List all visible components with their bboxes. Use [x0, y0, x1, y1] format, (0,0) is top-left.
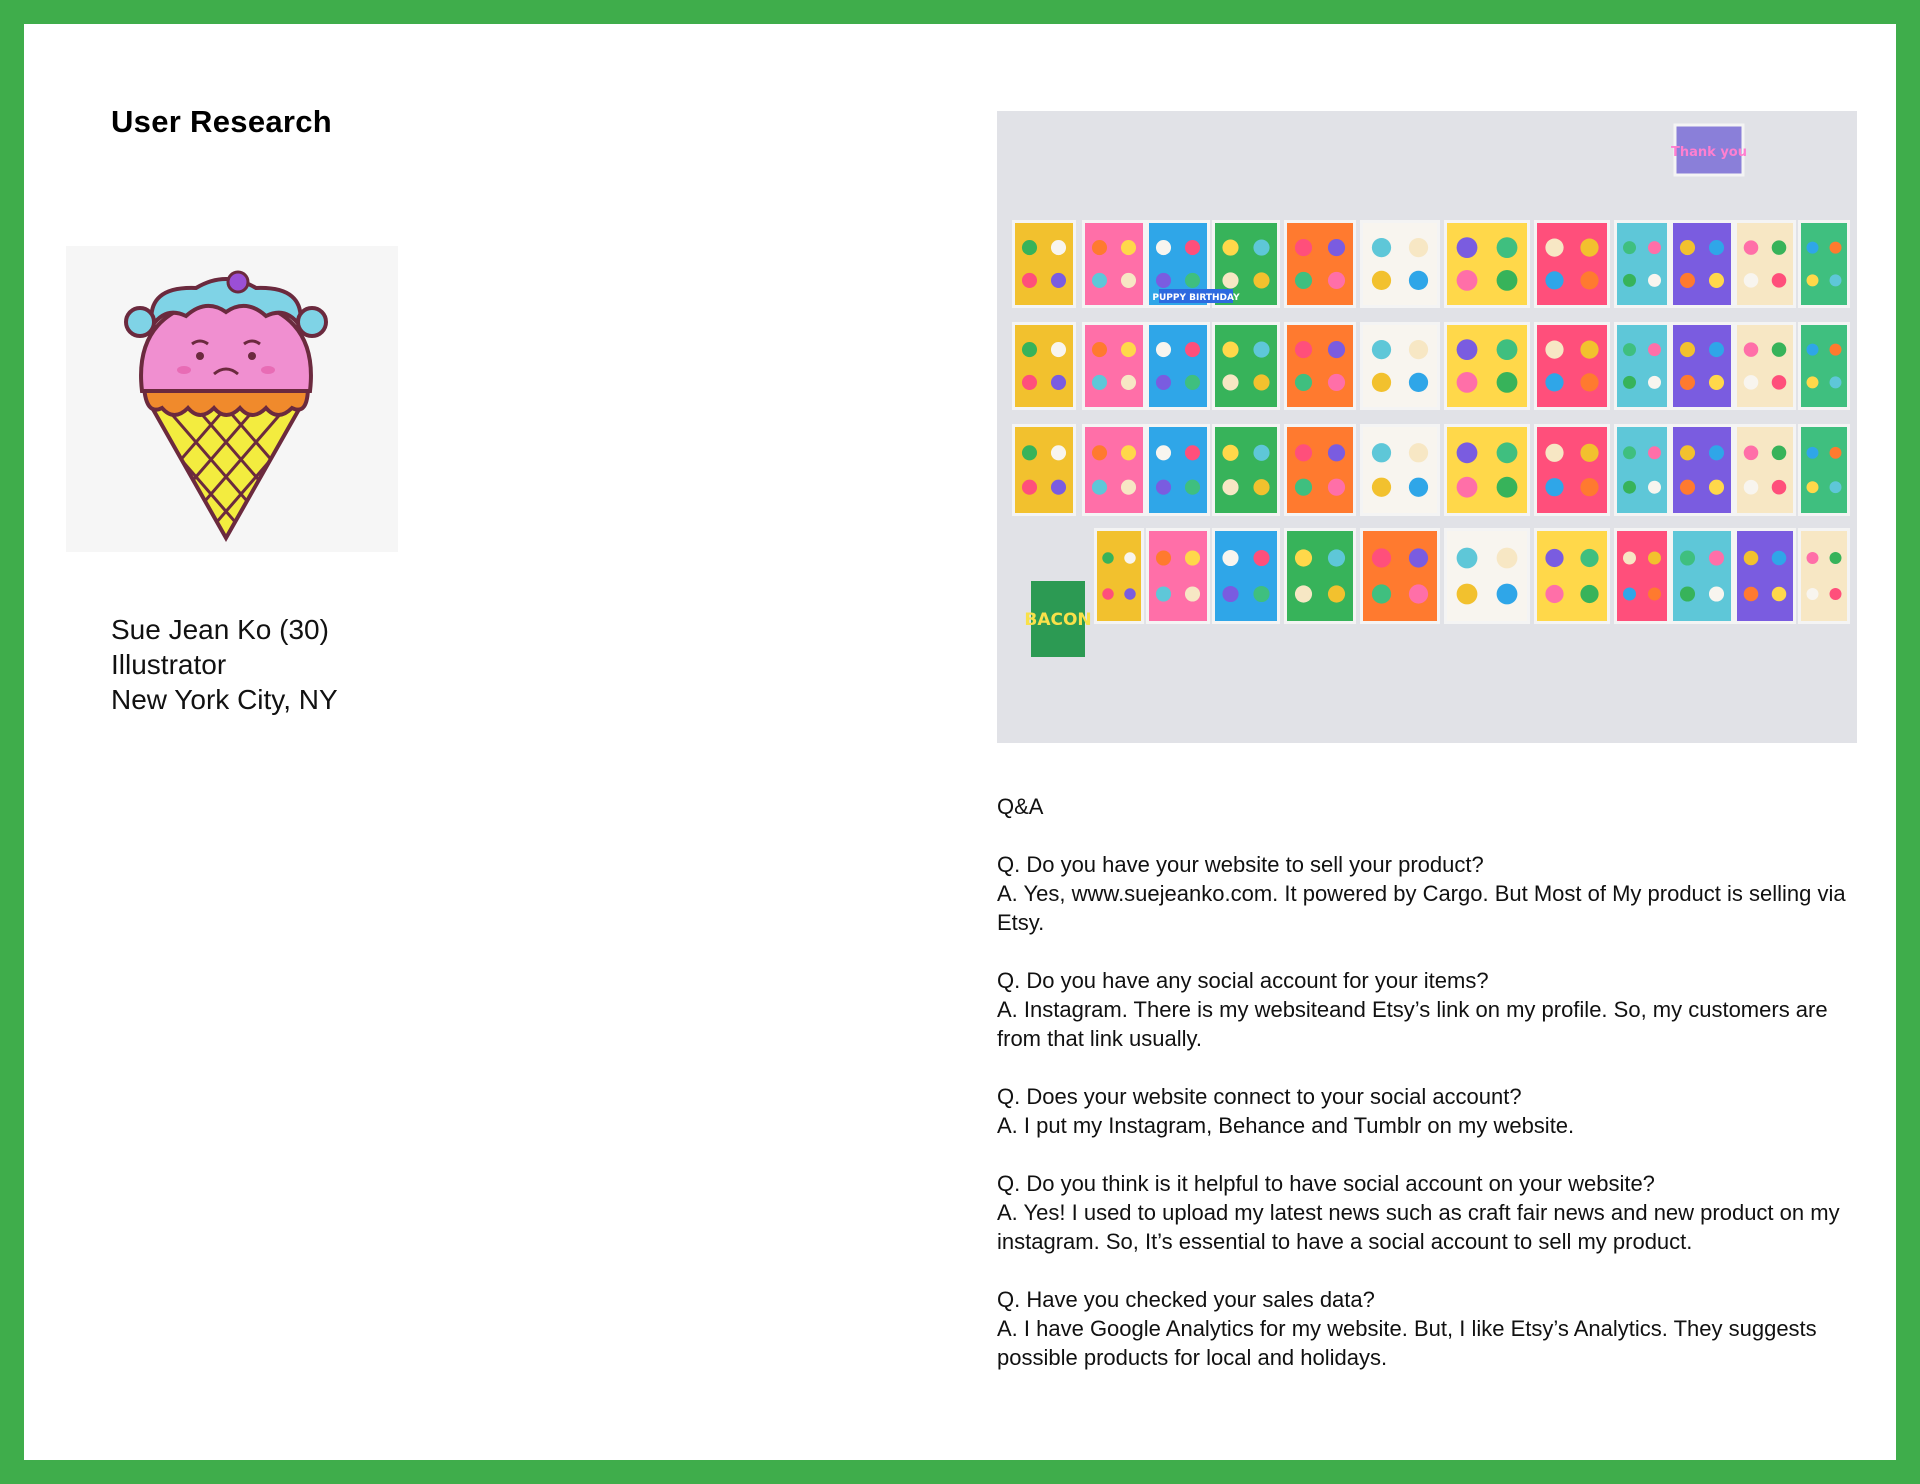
print-motif [1222, 342, 1238, 358]
print-motif [1328, 549, 1345, 566]
print-motif [1497, 442, 1518, 463]
wall-print [1149, 531, 1207, 621]
ice-cream-pin-photo [66, 246, 398, 552]
print-motif [1092, 240, 1107, 255]
print-motif [1022, 240, 1037, 255]
print-motif [1156, 586, 1171, 601]
persona-name: Sue Jean Ko (30) [111, 614, 329, 645]
print-motif [1709, 480, 1724, 495]
print-motif [1185, 375, 1200, 390]
print-motif [1253, 586, 1269, 602]
print-motif [1295, 549, 1312, 566]
print-motif [1185, 240, 1200, 255]
print-motif [1457, 270, 1478, 291]
print-motif [1328, 272, 1345, 289]
print-motif [1156, 342, 1171, 357]
print-motif [1772, 240, 1787, 255]
print-motif [1623, 274, 1636, 287]
print-motif [1680, 342, 1695, 357]
print-motif [1185, 480, 1200, 495]
print-motif [1409, 340, 1428, 359]
print-motif [1623, 241, 1636, 254]
wall-print [1447, 427, 1527, 513]
print-motif [1372, 373, 1391, 392]
print-motif [1222, 479, 1238, 495]
print-motif [1328, 479, 1345, 496]
print-motif [1222, 374, 1238, 390]
print-motif [1744, 240, 1759, 255]
print-motif [1121, 445, 1136, 460]
print-motif [1623, 481, 1636, 494]
print-motif [1409, 478, 1428, 497]
wall-print [1617, 531, 1667, 621]
print-motif [1623, 552, 1636, 565]
print-motif [1253, 550, 1269, 566]
print-motif [1022, 273, 1037, 288]
print-motif [1124, 552, 1135, 563]
print-motif [1372, 271, 1391, 290]
wall-print [1215, 325, 1277, 407]
question-text: Q. Does your website connect to your social account? [997, 1084, 1522, 1109]
qa-item [997, 850, 1877, 937]
print-motif [1409, 548, 1428, 567]
print-motif [1409, 271, 1428, 290]
print-motif [1680, 375, 1695, 390]
print-motif [1253, 479, 1269, 495]
print-motif [1648, 446, 1661, 459]
print-motif [1253, 342, 1269, 358]
print-motif [1253, 240, 1269, 256]
wall-print [1363, 325, 1437, 407]
print-motif [1680, 445, 1695, 460]
print-motif [1680, 273, 1695, 288]
print-motif [1185, 273, 1200, 288]
print-motif [1623, 376, 1636, 389]
print-motif [1222, 586, 1238, 602]
print-motif [1295, 585, 1312, 602]
print-motif [1807, 242, 1819, 254]
wall-print [1617, 325, 1667, 407]
print-motif [1807, 481, 1819, 493]
print-motif [1092, 342, 1107, 357]
print-motif [1409, 443, 1428, 462]
print-motif [1680, 586, 1695, 601]
print-motif [1156, 273, 1171, 288]
print-motif [1830, 447, 1842, 459]
print-motif [1051, 342, 1066, 357]
print-motif [1457, 372, 1478, 393]
print-motif [1121, 342, 1136, 357]
print-motif [1744, 342, 1759, 357]
print-motif [1709, 375, 1724, 390]
print-motif [1497, 477, 1518, 498]
print-motif [1121, 240, 1136, 255]
print-motif [1497, 548, 1518, 569]
wall-print [1363, 223, 1437, 305]
answer-text: A. I have Google Analytics for my website. But, I like Etsy’s Analytics. They suggests possible products for local and holidays. [997, 1316, 1817, 1370]
print-motif [1648, 241, 1661, 254]
wall-print [1737, 531, 1793, 621]
print-motif [1680, 240, 1695, 255]
wall-print [1447, 325, 1527, 407]
illustration-wall-photo [997, 111, 1857, 743]
wall-print [1801, 223, 1847, 305]
wall-print [1737, 427, 1793, 513]
print-motif [1092, 445, 1107, 460]
print-motif [1497, 237, 1518, 258]
wall-print [1617, 427, 1667, 513]
print-motif [1709, 550, 1724, 565]
print-motif [1372, 238, 1391, 257]
print-motif [1457, 548, 1478, 569]
wall-print [1287, 223, 1353, 305]
print-motif [1830, 588, 1842, 600]
qa-item [997, 1169, 1877, 1256]
wall-print [1287, 325, 1353, 407]
wall-print [1447, 223, 1527, 305]
print-motif [1545, 478, 1563, 496]
print-motif [1709, 342, 1724, 357]
wall-print [1097, 531, 1141, 621]
wall-print [1363, 427, 1437, 513]
question-text: Q. Do you have any social account for your items? [997, 968, 1489, 993]
print-motif [1648, 376, 1661, 389]
print-motif [1156, 375, 1171, 390]
print-motif [1623, 446, 1636, 459]
print-motif [1156, 550, 1171, 565]
print-motif [1772, 375, 1787, 390]
print-motif [1253, 272, 1269, 288]
answer-text: A. Instagram. There is my websiteand Etsy’s link on my profile. So, my customers are from that link usually. [997, 997, 1828, 1051]
question-text: Q. Do you think is it helpful to have social account on your website? [997, 1171, 1655, 1196]
print-motif [1709, 273, 1724, 288]
wall-print [1015, 325, 1073, 407]
print-motif [1545, 373, 1563, 391]
print-motif [1222, 445, 1238, 461]
wall-print [1737, 223, 1793, 305]
print-motif [1545, 341, 1563, 359]
print-motif [1709, 240, 1724, 255]
print-motif [1185, 445, 1200, 460]
wall-print [1737, 325, 1793, 407]
print-motif [1744, 446, 1759, 461]
print-motif [1497, 270, 1518, 291]
print-motif [1022, 342, 1037, 357]
print-motif [1051, 273, 1066, 288]
print-motif [1102, 588, 1113, 599]
qa-item [997, 966, 1877, 1053]
wall-print [1287, 427, 1353, 513]
wall-print [1537, 531, 1607, 621]
print-motif [1648, 343, 1661, 356]
page-title: User Research [111, 104, 333, 139]
print-motif [1409, 238, 1428, 257]
wall-print [1215, 427, 1277, 513]
print-motif [1295, 374, 1312, 391]
print-motif [1623, 588, 1636, 601]
wall-print [1363, 531, 1437, 621]
print-motif [1409, 584, 1428, 603]
print-motif [1328, 444, 1345, 461]
wall-print [1015, 223, 1073, 305]
wall-print [1673, 223, 1731, 305]
print-motif [1222, 550, 1238, 566]
print-motif [1807, 447, 1819, 459]
persona-occupation: Illustrator [111, 649, 227, 680]
print-motif [1092, 375, 1107, 390]
print-motif [1580, 444, 1598, 462]
question-text: Q. Have you checked your sales data? [997, 1287, 1375, 1312]
print-motif [1580, 585, 1598, 603]
print-motif [1772, 342, 1787, 357]
print-motif [1830, 376, 1842, 388]
print-motif [1709, 586, 1724, 601]
print-motif [1772, 480, 1787, 495]
print-motif [1680, 480, 1695, 495]
wall-print [1537, 427, 1607, 513]
question-text: Q. Do you have your website to sell your product? [997, 852, 1484, 877]
print-motif [1457, 584, 1478, 605]
wall-print [1015, 427, 1073, 513]
print-motif [1051, 445, 1066, 460]
wall-print [1673, 427, 1731, 513]
print-motif [1372, 548, 1391, 567]
print-motif [1295, 239, 1312, 256]
wall-print [1085, 427, 1143, 513]
print-motif [1156, 445, 1171, 460]
print-motif [1744, 273, 1759, 288]
print-motif [1022, 480, 1037, 495]
print-motif [1580, 373, 1598, 391]
print-motif [1222, 240, 1238, 256]
print-motif [1328, 239, 1345, 256]
print-motif [1328, 585, 1345, 602]
thank-you-sign-text: Thank you [1671, 145, 1747, 160]
answer-text: A. Yes! I used to upload my latest news such as craft fair news and new product on my instagram. So, It’s essential to have a social account to sell my product. [997, 1200, 1840, 1254]
print-motif [1648, 552, 1661, 565]
qa-section [997, 792, 1877, 1401]
print-motif [1328, 374, 1345, 391]
print-motif [1156, 480, 1171, 495]
print-motif [1648, 274, 1661, 287]
print-motif [1772, 273, 1787, 288]
print-motif [1744, 375, 1759, 390]
print-motif [1680, 550, 1695, 565]
print-motif [1772, 551, 1787, 566]
print-motif [1580, 549, 1598, 567]
print-motif [1744, 587, 1759, 602]
print-motif [1185, 586, 1200, 601]
print-motif [1830, 274, 1842, 286]
qa-item [997, 1082, 1877, 1140]
print-motif [1457, 339, 1478, 360]
print-motif [1545, 585, 1563, 603]
print-motif [1545, 271, 1563, 289]
print-motif [1772, 587, 1787, 602]
print-motif [1457, 442, 1478, 463]
print-motif [1580, 341, 1598, 359]
wall-print [1085, 223, 1143, 305]
print-motif [1497, 372, 1518, 393]
wall-print [1215, 531, 1277, 621]
print-motif [1807, 552, 1819, 564]
print-motif [1185, 550, 1200, 565]
print-motif [1744, 551, 1759, 566]
print-motif [1623, 343, 1636, 356]
print-motif [1807, 344, 1819, 356]
print-motif [1497, 339, 1518, 360]
wall-print [1537, 325, 1607, 407]
wall-print [1287, 531, 1353, 621]
print-motif [1295, 444, 1312, 461]
print-motif [1807, 274, 1819, 286]
wall-print [1085, 325, 1143, 407]
print-motif [1051, 375, 1066, 390]
print-motif [1051, 240, 1066, 255]
wall-print [1447, 531, 1527, 621]
print-motif [1457, 477, 1478, 498]
print-motif [1051, 480, 1066, 495]
persona-info [111, 612, 338, 717]
print-motif [1022, 445, 1037, 460]
wall-print [1149, 325, 1207, 407]
qa-item [997, 1285, 1877, 1372]
print-motif [1022, 375, 1037, 390]
print-motif [1648, 481, 1661, 494]
print-motif [1807, 588, 1819, 600]
print-motif [1092, 480, 1107, 495]
print-motif [1744, 480, 1759, 495]
print-motif [1092, 273, 1107, 288]
print-motif [1497, 584, 1518, 605]
print-motif [1295, 479, 1312, 496]
print-motif [1295, 272, 1312, 289]
print-motif [1372, 478, 1391, 497]
persona-location: New York City, NY [111, 684, 338, 715]
print-motif [1830, 344, 1842, 356]
print-motif [1102, 552, 1113, 563]
print-motif [1295, 341, 1312, 358]
print-motif [1830, 481, 1842, 493]
print-motif [1457, 237, 1478, 258]
puppy-birthday-banner-text: PUPPY BIRTHDAY [1152, 293, 1240, 303]
print-motif [1545, 444, 1563, 462]
wall-print [1801, 531, 1847, 621]
print-motif [1709, 445, 1724, 460]
wall-print [1801, 325, 1847, 407]
print-motif [1545, 549, 1563, 567]
print-motif [1328, 341, 1345, 358]
print-motif [1580, 271, 1598, 289]
print-motif [1124, 588, 1135, 599]
bacon-print-text: BACON [1024, 610, 1092, 630]
print-motif [1253, 374, 1269, 390]
print-motif [1156, 240, 1171, 255]
wall-print [1673, 531, 1731, 621]
print-motif [1772, 446, 1787, 461]
wall-print [1617, 223, 1667, 305]
ice-cream-pin-illustration [66, 246, 398, 552]
answer-text: A. Yes, www.suejeanko.com. It powered by Cargo. But Most of My product is selling via Etsy. [997, 881, 1846, 935]
print-motif [1121, 375, 1136, 390]
print-motif [1807, 376, 1819, 388]
print-motif [1121, 273, 1136, 288]
print-motif [1185, 342, 1200, 357]
print-motif [1648, 588, 1661, 601]
answer-text: A. I put my Instagram, Behance and Tumblr on my website. [997, 1113, 1575, 1138]
print-motif [1222, 272, 1238, 288]
print-motif [1121, 480, 1136, 495]
wall-print [1673, 325, 1731, 407]
print-motif [1372, 584, 1391, 603]
print-motif [1580, 239, 1598, 257]
print-motif [1580, 478, 1598, 496]
print-wall-illustration [997, 111, 1857, 743]
print-motif [1830, 552, 1842, 564]
wall-print [1149, 427, 1207, 513]
wall-print [1537, 223, 1607, 305]
print-motif [1830, 242, 1842, 254]
print-motif [1372, 443, 1391, 462]
wall-print [1801, 427, 1847, 513]
print-motif [1372, 340, 1391, 359]
print-motif [1253, 445, 1269, 461]
qa-heading: Q&A [997, 794, 1044, 819]
print-motif [1545, 239, 1563, 257]
print-motif [1409, 373, 1428, 392]
